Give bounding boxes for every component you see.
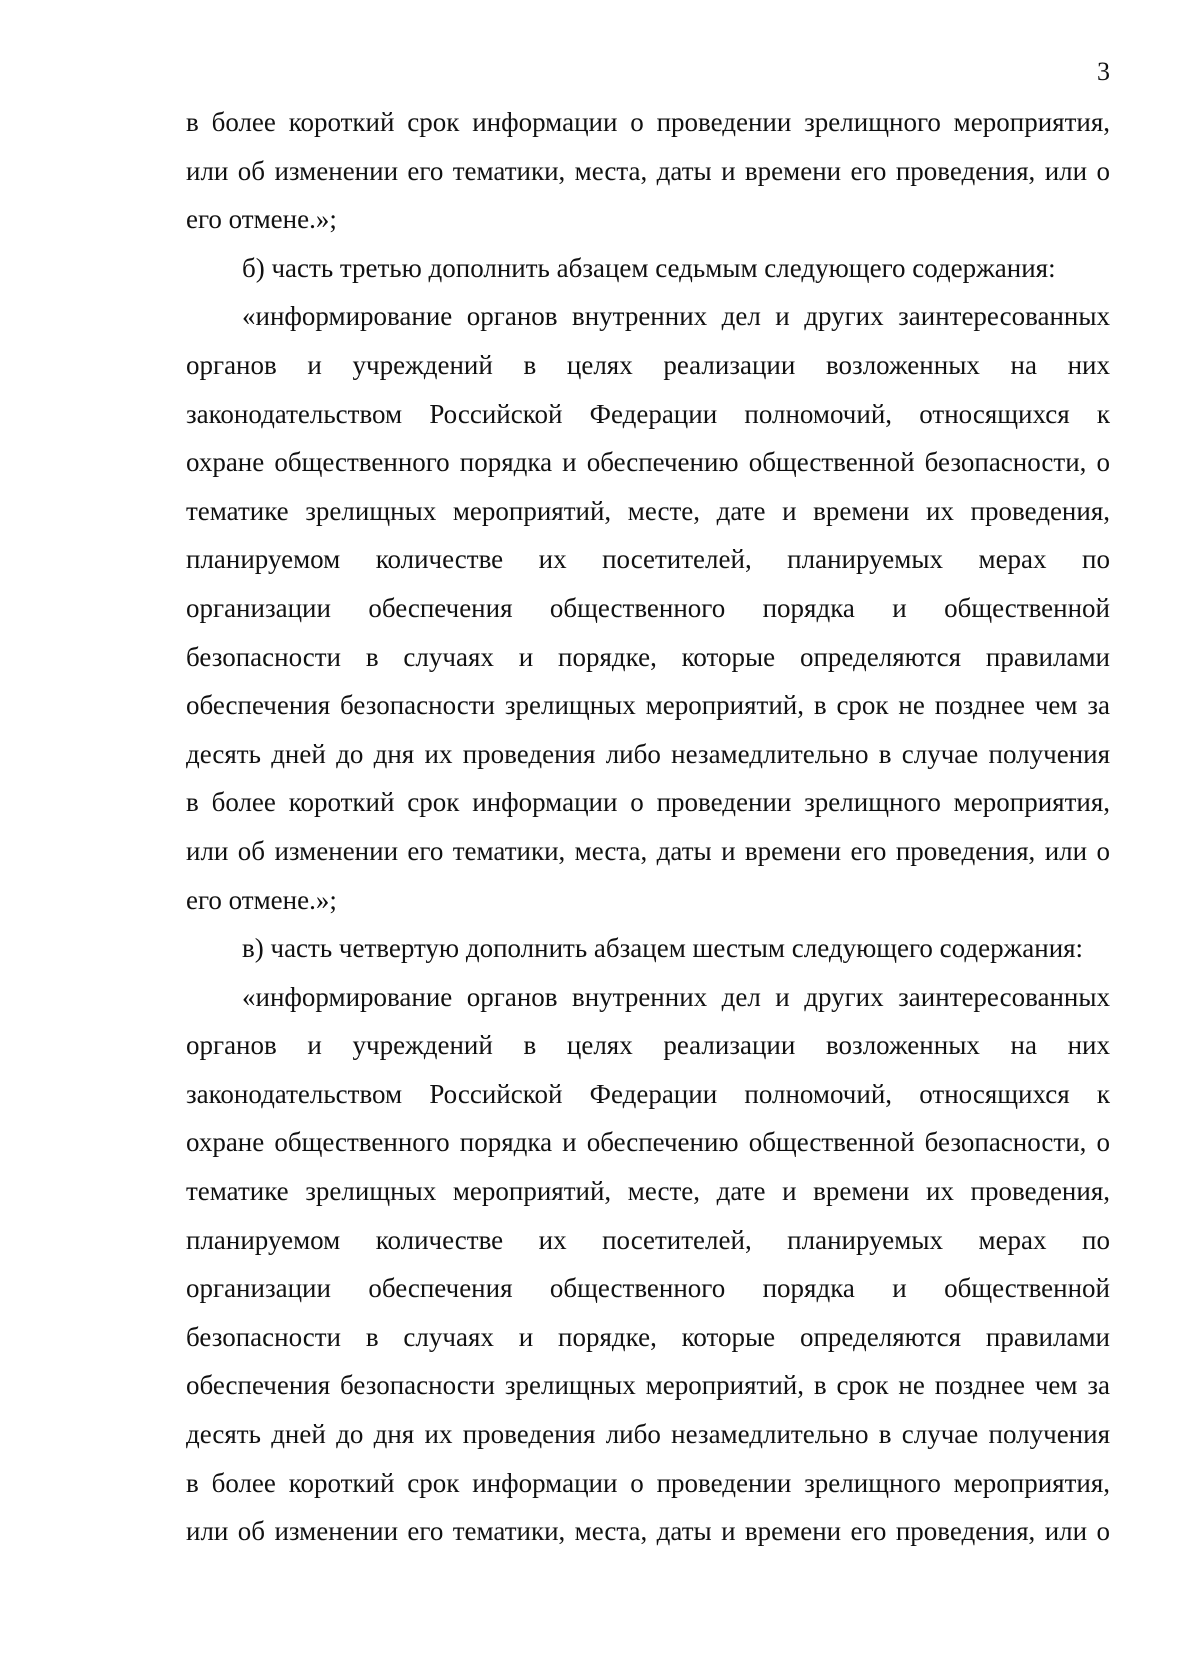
text-line: охране общественного порядка и обеспечению общественной безопасности, о bbox=[186, 1127, 1110, 1158]
text-line: в) часть четвертую дополнить абзацем шестым следующего содержания: bbox=[242, 933, 1084, 964]
text-line: или об изменении его тематики, места, даты и времени его проведения, или о bbox=[186, 835, 1110, 866]
text-line: в более короткий срок информации о проведении зрелищного мероприятия, bbox=[186, 107, 1110, 137]
text-line: органов и учреждений в целях реализации возложенных на них bbox=[186, 349, 1110, 380]
text-line: безопасности в случаях и порядке, которые определяются правилами bbox=[186, 1321, 1110, 1352]
text-line: законодательством Российской Федерации полномочий, относящихся к bbox=[186, 398, 1110, 429]
text-line: планируемом количестве их посетителей, планируемых мерах по bbox=[186, 544, 1110, 575]
text-line: обеспечения безопасности зрелищных мероприятий, в срок не позднее чем за bbox=[186, 1370, 1110, 1401]
text-line: в более короткий срок информации о проведении зрелищного мероприятия, bbox=[186, 787, 1110, 818]
text-line: охране общественного порядка и обеспечению общественной безопасности, о bbox=[186, 447, 1110, 478]
text-line: или об изменении его тематики, места, даты и времени его проведения, или о bbox=[186, 1516, 1110, 1547]
text-line: тематике зрелищных мероприятий, месте, дате и времени их проведения, bbox=[186, 1176, 1110, 1207]
text-line: его отмене.»; bbox=[186, 204, 337, 235]
text-line: в более короткий срок информации о проведении зрелищного мероприятия, bbox=[186, 1467, 1110, 1498]
text-line: «информирование органов внутренних дел и других заинтересованных bbox=[242, 301, 1110, 332]
text-line: его отмене.»; bbox=[186, 884, 337, 915]
text-line: тематике зрелищных мероприятий, месте, дате и времени их проведения, bbox=[186, 495, 1110, 526]
text-line: десять дней до дня их проведения либо незамедлительно в случае получения bbox=[186, 738, 1110, 769]
text-line: десять дней до дня их проведения либо незамедлительно в случае получения bbox=[186, 1419, 1110, 1450]
page-number: 3 bbox=[1097, 57, 1110, 86]
text-line: безопасности в случаях и порядке, которые определяются правилами bbox=[186, 641, 1110, 672]
body-text bbox=[186, 98, 1110, 1556]
text-line: организации обеспечения общественного порядка и общественной bbox=[186, 1273, 1110, 1304]
text-line: обеспечения безопасности зрелищных мероприятий, в срок не позднее чем за bbox=[186, 690, 1110, 721]
text-line: планируемом количестве их посетителей, планируемых мерах по bbox=[186, 1224, 1110, 1255]
text-line: или об изменении его тематики, места, даты и времени его проведения, или о bbox=[186, 155, 1110, 186]
text-line: б) часть третью дополнить абзацем седьмым следующего содержания: bbox=[242, 252, 1056, 283]
text-line: «информирование органов внутренних дел и других заинтересованных bbox=[242, 981, 1110, 1012]
text-line: законодательством Российской Федерации полномочий, относящихся к bbox=[186, 1078, 1110, 1109]
text-line: органов и учреждений в целях реализации возложенных на них bbox=[186, 1030, 1110, 1061]
text-line: организации обеспечения общественного порядка и общественной bbox=[186, 592, 1110, 623]
